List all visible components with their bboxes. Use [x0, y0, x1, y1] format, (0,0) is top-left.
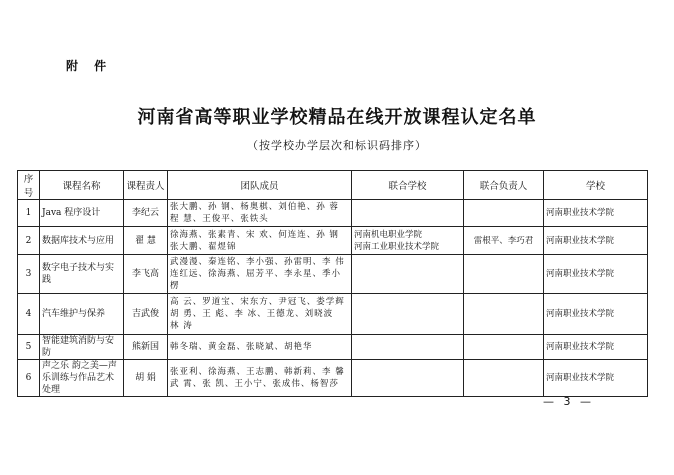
- team-line: 张大鹏、孙 钢、杨奥棋、刘伯艳、孙 蓉: [170, 202, 339, 212]
- cell-school: 河南职业技术学院: [544, 255, 648, 294]
- cell-team: [168, 360, 352, 397]
- team-line: 高 云、罗道宝、宋东方、尹冠飞、娄学辉: [170, 297, 345, 307]
- cell-partner-school: [352, 200, 464, 227]
- cell-school: 河南职业技术学院: [544, 200, 648, 227]
- cell-no: 6: [18, 360, 40, 397]
- cell-course: 汽车维护与保养: [40, 294, 124, 335]
- table-row: [18, 200, 648, 227]
- table-row: [18, 294, 648, 335]
- header-course: 课程名称: [40, 171, 124, 200]
- cell-team: [168, 294, 352, 335]
- course-list-table: [17, 170, 648, 397]
- team-line: 武 霄、张 凯、王小宁、张成伟、杨智莎: [170, 379, 339, 389]
- header-no: 序号: [18, 171, 40, 200]
- cell-partner-school: [352, 360, 464, 397]
- cell-partner-leader: [464, 200, 544, 227]
- table-row: [18, 255, 648, 294]
- team-line: 韩冬瑞、黄金磊、张晓斌、胡艳华: [170, 342, 313, 352]
- cell-partner-school: [352, 294, 464, 335]
- cell-team: [168, 335, 352, 360]
- cell-leader: 翟 慧: [124, 227, 168, 255]
- cell-course: 数据库技术与应用: [40, 227, 124, 255]
- cell-no: 4: [18, 294, 40, 335]
- partner-school-line: 河南机电职业学院: [354, 229, 423, 240]
- header-partner-school: 联合学校: [352, 171, 464, 200]
- cell-leader: 吉武俊: [124, 294, 168, 335]
- cell-school: 河南职业技术学院: [544, 227, 648, 255]
- team-line: 程 慧、王俊平、张铁头: [170, 214, 269, 224]
- header-team: 团队成员: [168, 171, 352, 200]
- annex-label: 附 件: [66, 59, 113, 73]
- table-row: [18, 360, 648, 397]
- cell-course: 数字电子技术与实践: [40, 255, 124, 294]
- table-header-row: [18, 171, 648, 200]
- header-partner-leader: 联合负责人: [464, 171, 544, 200]
- cell-team: [168, 200, 352, 227]
- cell-leader: 熊新国: [124, 335, 168, 360]
- cell-school: 河南职业技术学院: [544, 360, 648, 397]
- cell-leader: 李飞高: [124, 255, 168, 294]
- cell-no: 1: [18, 200, 40, 227]
- cell-partner-school: [352, 255, 464, 294]
- team-line: 连红远、徐海燕、屈芳平、李永星、季小楞: [170, 269, 342, 291]
- header-school: 学校: [544, 171, 648, 200]
- team-line: 林 涛: [170, 321, 193, 331]
- cell-course: 智能建筑消防与安防: [40, 335, 124, 360]
- cell-leader: 胡 娟: [124, 360, 168, 397]
- team-line: 张大鹏、翟煜锦: [170, 241, 237, 252]
- team-line: 张亚利、徐海燕、王志鹏、韩新莉、李 馨: [170, 367, 345, 377]
- cell-partner-leader: [464, 255, 544, 294]
- cell-course: 声之乐 韵之美—声乐训练与作品艺术处理: [40, 360, 124, 397]
- team-line: 胡 勇、王 彪、李 冰、王德龙、刘晓波: [170, 309, 334, 319]
- document-title: 河南省高等职业学校精品在线开放课程认定名单: [137, 107, 537, 128]
- team-line: 武漫漫、秦连铭、李小强、孙雷明、李 伟: [170, 257, 345, 267]
- cell-partner-leader: [464, 360, 544, 397]
- cell-no: 2: [18, 227, 40, 255]
- cell-partner-school: [352, 335, 464, 360]
- cell-leader: 李纪云: [124, 200, 168, 227]
- cell-team: [168, 227, 352, 255]
- cell-no: 5: [18, 335, 40, 360]
- cell-no: 3: [18, 255, 40, 294]
- table-row: [18, 335, 648, 360]
- partner-school-line: 河南工业职业技术学院: [354, 241, 440, 252]
- cell-team: [168, 255, 352, 294]
- cell-partner-school: [352, 227, 464, 255]
- table-row: [18, 227, 648, 255]
- cell-partner-leader: 雷根平、李巧君: [464, 227, 544, 255]
- cell-partner-leader: [464, 294, 544, 335]
- cell-partner-leader: [464, 335, 544, 360]
- header-leader: 课程责人: [124, 171, 168, 200]
- page-number: — 3 —: [543, 395, 594, 408]
- team-line: 徐海燕、张素青、宋 欢、何连连、孙 钢: [170, 229, 339, 240]
- cell-course: Java 程序设计: [40, 200, 124, 227]
- cell-school: 河南职业技术学院: [544, 294, 648, 335]
- document-subtitle: （按学校办学层次和标识码排序）: [247, 139, 427, 152]
- cell-school: 河南职业技术学院: [544, 335, 648, 360]
